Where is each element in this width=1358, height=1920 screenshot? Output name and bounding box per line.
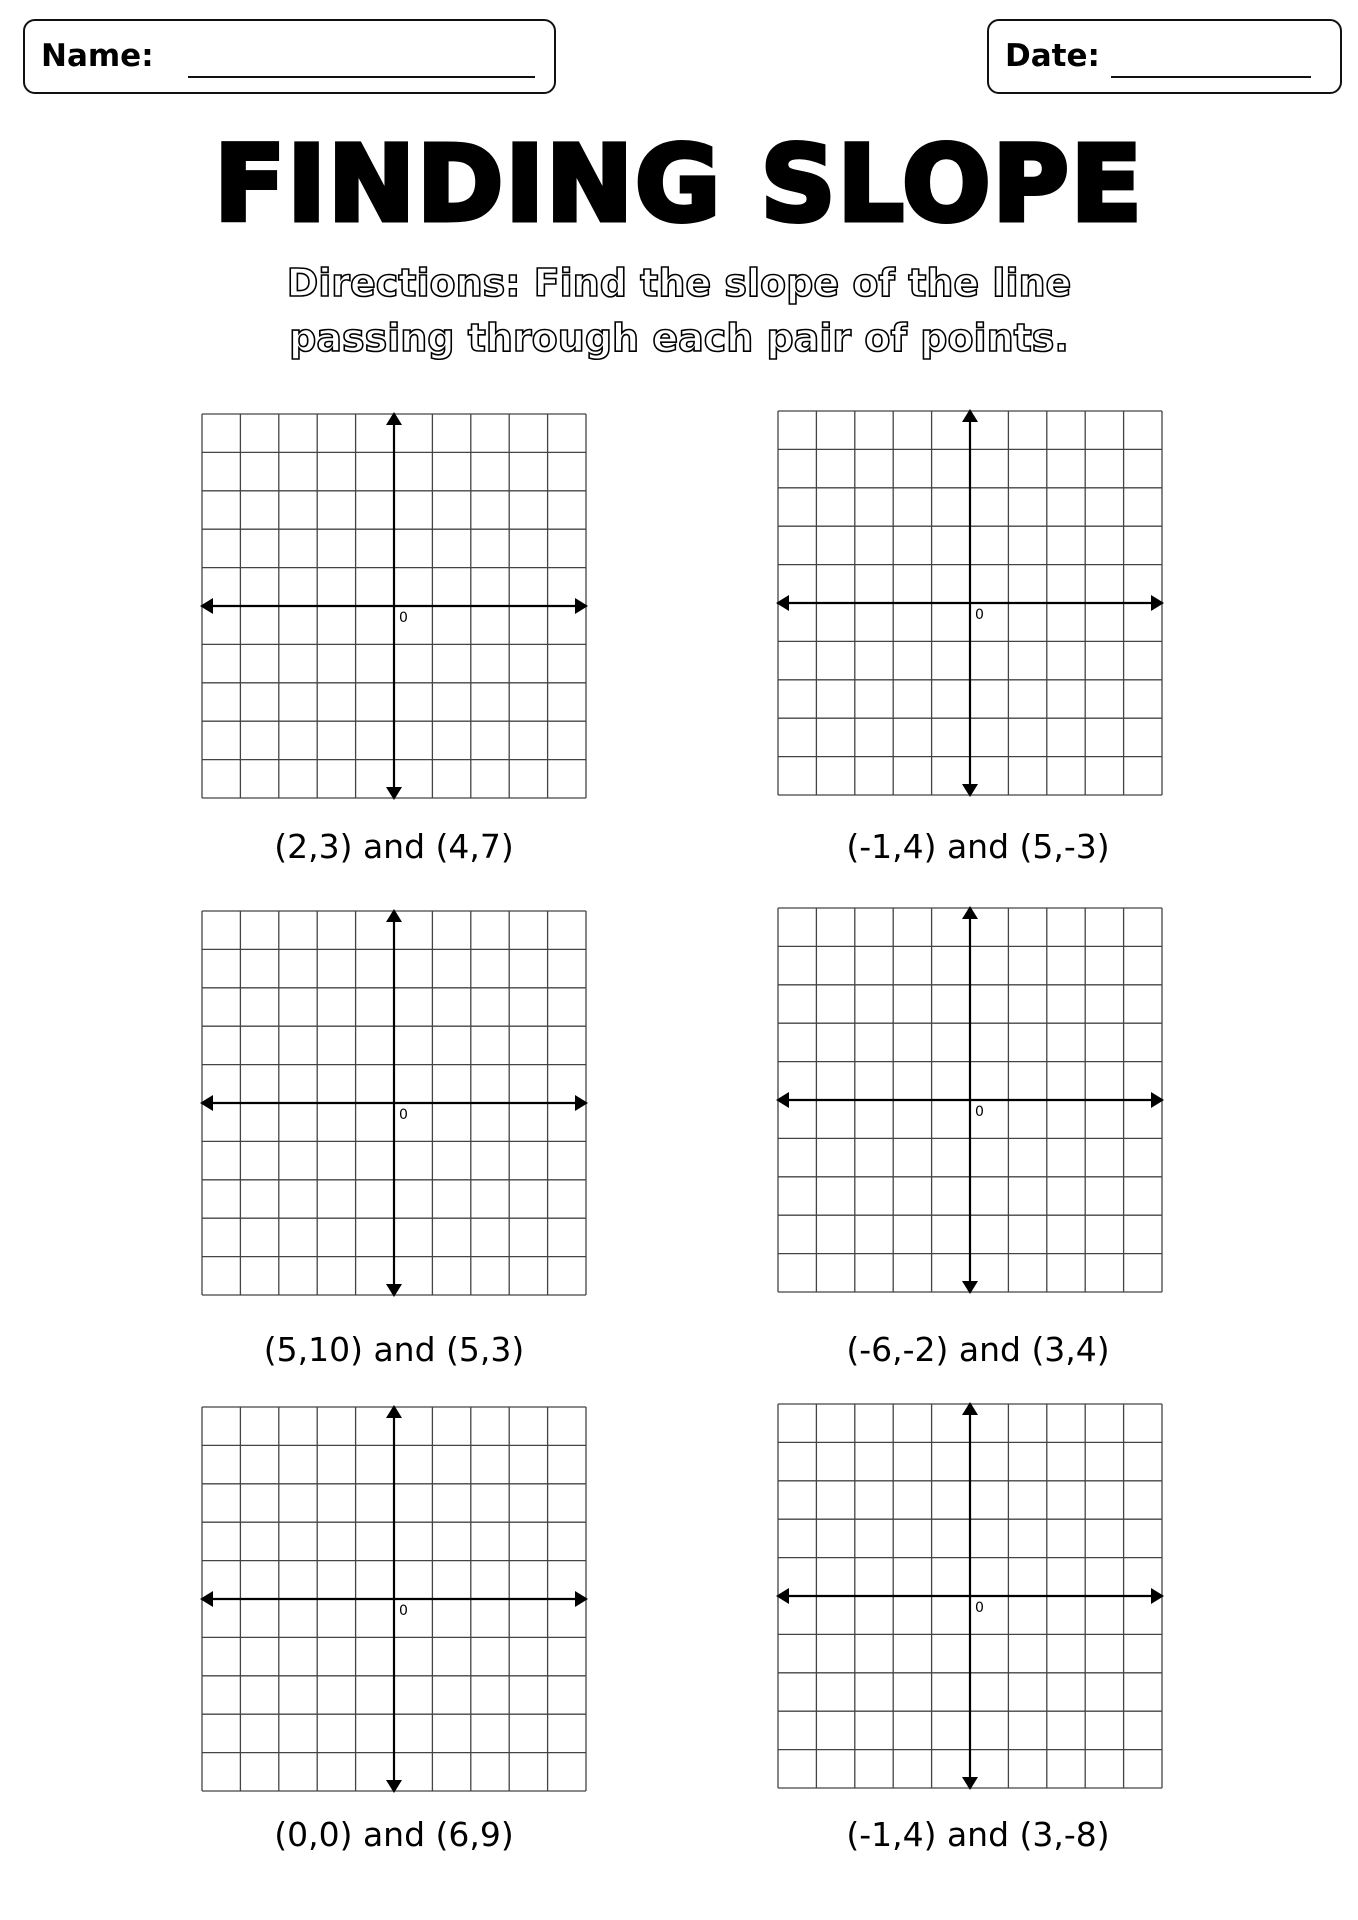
coordinate-grid-4[interactable] <box>778 908 1162 1292</box>
problem-5-label: (0,0) and (6,9) <box>274 1815 514 1854</box>
coordinate-grid-1[interactable] <box>202 414 586 798</box>
origin-label: 0 <box>399 1107 408 1123</box>
origin-label: 0 <box>975 1600 984 1616</box>
date-label: Date: <box>1005 38 1100 74</box>
problem-3-label: (5,10) and (5,3) <box>263 1330 525 1369</box>
problem-4-label: (-6,-2) and (3,4) <box>846 1330 1110 1369</box>
directions-line-1: Directions: Find the slope of the line <box>286 261 1072 305</box>
problem-2-label: (-1,4) and (5,-3) <box>846 827 1110 866</box>
origin-label: 0 <box>975 607 984 623</box>
date-field[interactable] <box>987 19 1342 94</box>
origin-label: 0 <box>399 610 408 626</box>
date-write-line[interactable] <box>1111 76 1311 78</box>
name-label: Name: <box>41 38 154 74</box>
problem-6-label: (-1,4) and (3,-8) <box>846 1815 1110 1854</box>
name-field[interactable] <box>23 19 556 94</box>
coordinate-grid-6[interactable] <box>778 1404 1162 1788</box>
name-write-line[interactable] <box>188 76 535 78</box>
coordinate-grid-3[interactable] <box>202 911 586 1295</box>
problem-1-label: (2,3) and (4,7) <box>274 827 514 866</box>
coordinate-grid-5[interactable] <box>202 1407 586 1791</box>
coordinate-grid-2[interactable] <box>778 411 1162 795</box>
origin-label: 0 <box>399 1603 408 1619</box>
directions-line-2: passing through each pair of points. <box>289 316 1069 360</box>
page-title: FINDING SLOPE <box>214 123 1144 245</box>
origin-label: 0 <box>975 1104 984 1120</box>
